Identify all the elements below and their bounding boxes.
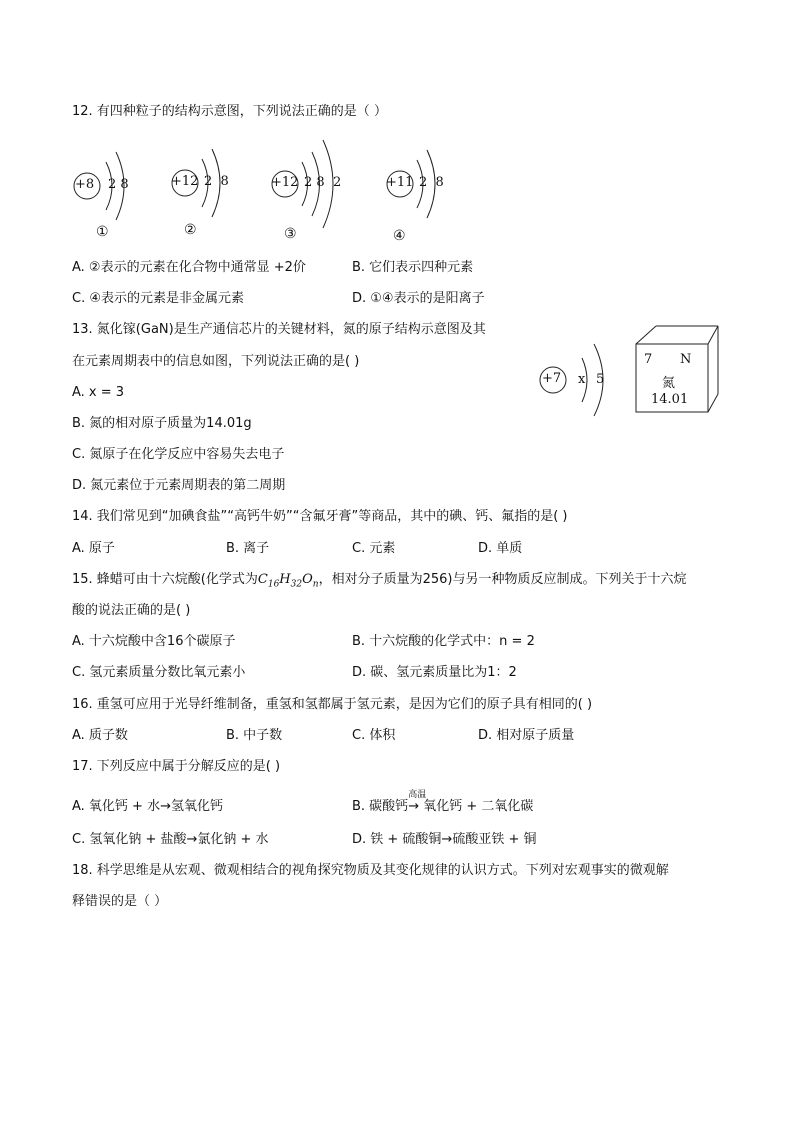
q15-formula: $C_{16}H_{32}O_n$ (257, 572, 319, 590)
atom-1-label: ① (96, 224, 109, 240)
atom-4-label: ④ (393, 228, 406, 244)
atom-3-nucleus: +12 (271, 175, 299, 190)
atom-2-shells: 2 8 (204, 174, 229, 189)
q12-option-d: D. ①④表示的是阳离子 (352, 291, 485, 306)
atom-diagram-1 (70, 148, 140, 228)
atom-4-shells: 2 8 (419, 175, 444, 190)
q13-option-a: A. x = 3 (72, 385, 125, 400)
q17-stem: 17. 下列反应中属于分解反应的是( ) (72, 759, 281, 774)
q15-option-c: C. 氢元素质量分数比氧元素小 (72, 665, 246, 680)
q15-option-a: A. 十六烷酸中含16个碳原子 (72, 634, 236, 649)
q13-stem-line2: 在元素周期表中的信息如图，下列说法正确的是( ) (72, 354, 360, 369)
periodic-table-cell (626, 322, 726, 418)
q15-option-d: D. 碳、氢元素质量比为1：2 (352, 665, 517, 680)
q12-option-b: B. 它们表示四种元素 (352, 260, 474, 275)
q15-stem-part2: ，相对分子质量为256)与另一种物质反应制成。下列关于十六烷 (318, 572, 687, 587)
q12-stem: 12. 有四种粒子的结构示意图，下列说法正确的是（ ） (72, 104, 387, 119)
atom-diagram-3 (268, 138, 358, 233)
q17-option-b-products: 氧化钙 + 二氧化碳 (423, 799, 534, 814)
element-number: 7 (644, 352, 653, 367)
q16-option-c: C. 体积 (352, 728, 396, 743)
element-name: 氮 (662, 376, 676, 391)
q16-option-b: B. 中子数 (226, 728, 283, 743)
q14-option-d: D. 单质 (478, 541, 523, 556)
atom-diagram-2 (168, 145, 238, 225)
q16-stem: 16. 重氢可应用于光导纤维制备，重氢和氢都属于氢元素，是因为它们的原子具有相同的( ) (72, 697, 593, 712)
q15-stem-line1 (72, 572, 686, 593)
q15-option-b: B. 十六烷酸的化学式中：n = 2 (352, 634, 535, 649)
nitrogen-nucleus: +7 (542, 371, 562, 386)
q16-option-d: D. 相对原子质量 (478, 728, 575, 743)
q17-option-b (352, 790, 534, 815)
q18-stem-line1: 18. 科学思维是从宏观、微观相结合的视角探究物质及其变化规律的认识方式。下列对宏观事实的微观解 (72, 863, 669, 878)
atom-1-shells: 2 8 (108, 177, 129, 192)
atom-3-label: ③ (284, 226, 297, 242)
q14-option-c: C. 元素 (352, 541, 396, 556)
q13-option-d: D. 氮元素位于元素周期表的第二周期 (72, 478, 286, 493)
reaction-condition: 高温 (408, 790, 427, 800)
reaction-arrow: 高温 → (408, 799, 419, 815)
q14-stem: 14. 我们常见到“加碘食盐”“高钙牛奶”“含氟牙膏”等商品，其中的碘、钙、氟指的是( ) (72, 509, 568, 524)
atom-diagram-4 (383, 146, 453, 226)
nitrogen-shell-outer: 5 (596, 372, 605, 387)
q16-option-a: A. 质子数 (72, 728, 128, 743)
q17-option-c: C. 氢氧化钠 + 盐酸→氯化钠 + 水 (72, 832, 269, 847)
atom-1-nucleus: +8 (75, 177, 95, 192)
q14-option-a: A. 原子 (72, 541, 115, 556)
element-symbol: N (680, 352, 692, 367)
q18-stem-line2: 释错误的是（ ） (72, 894, 168, 909)
q13-stem-line1: 13. 氮化镓(GaN)是生产通信芯片的关键材料，氮的原子结构示意图及其 (72, 322, 486, 337)
q14-option-b: B. 离子 (226, 541, 270, 556)
atom-2-label: ② (184, 222, 197, 238)
q13-option-b: B. 氮的相对原子质量为14.01g (72, 416, 252, 431)
q17-option-a: A. 氧化钙 + 水→氢氧化钙 (72, 799, 223, 814)
q15-stem-part1: 15. 蜂蜡可由十六烷酸(化学式为 (72, 572, 258, 587)
q17-option-b-reactant: B. 碳酸钙 (352, 799, 409, 814)
atom-2-nucleus: +12 (171, 174, 199, 189)
q15-stem-line2: 酸的说法正确的是( ) (72, 603, 191, 618)
q13-option-c: C. 氮原子在化学反应中容易失去电子 (72, 447, 285, 462)
q17-option-d: D. 铁 + 硫酸铜→硫酸亚铁 + 铜 (352, 832, 537, 847)
nitrogen-atom-diagram (536, 340, 616, 420)
q12-option-a: A. ②表示的元素在化合物中通常显 +2价 (72, 260, 306, 275)
nitrogen-shell-x: x (578, 372, 586, 387)
atom-4-nucleus: +11 (386, 175, 414, 190)
element-mass: 14.01 (651, 392, 689, 407)
q12-option-c: C. ④表示的元素是非金属元素 (72, 291, 244, 306)
atom-3-shells: 2 8 2 (304, 175, 342, 190)
